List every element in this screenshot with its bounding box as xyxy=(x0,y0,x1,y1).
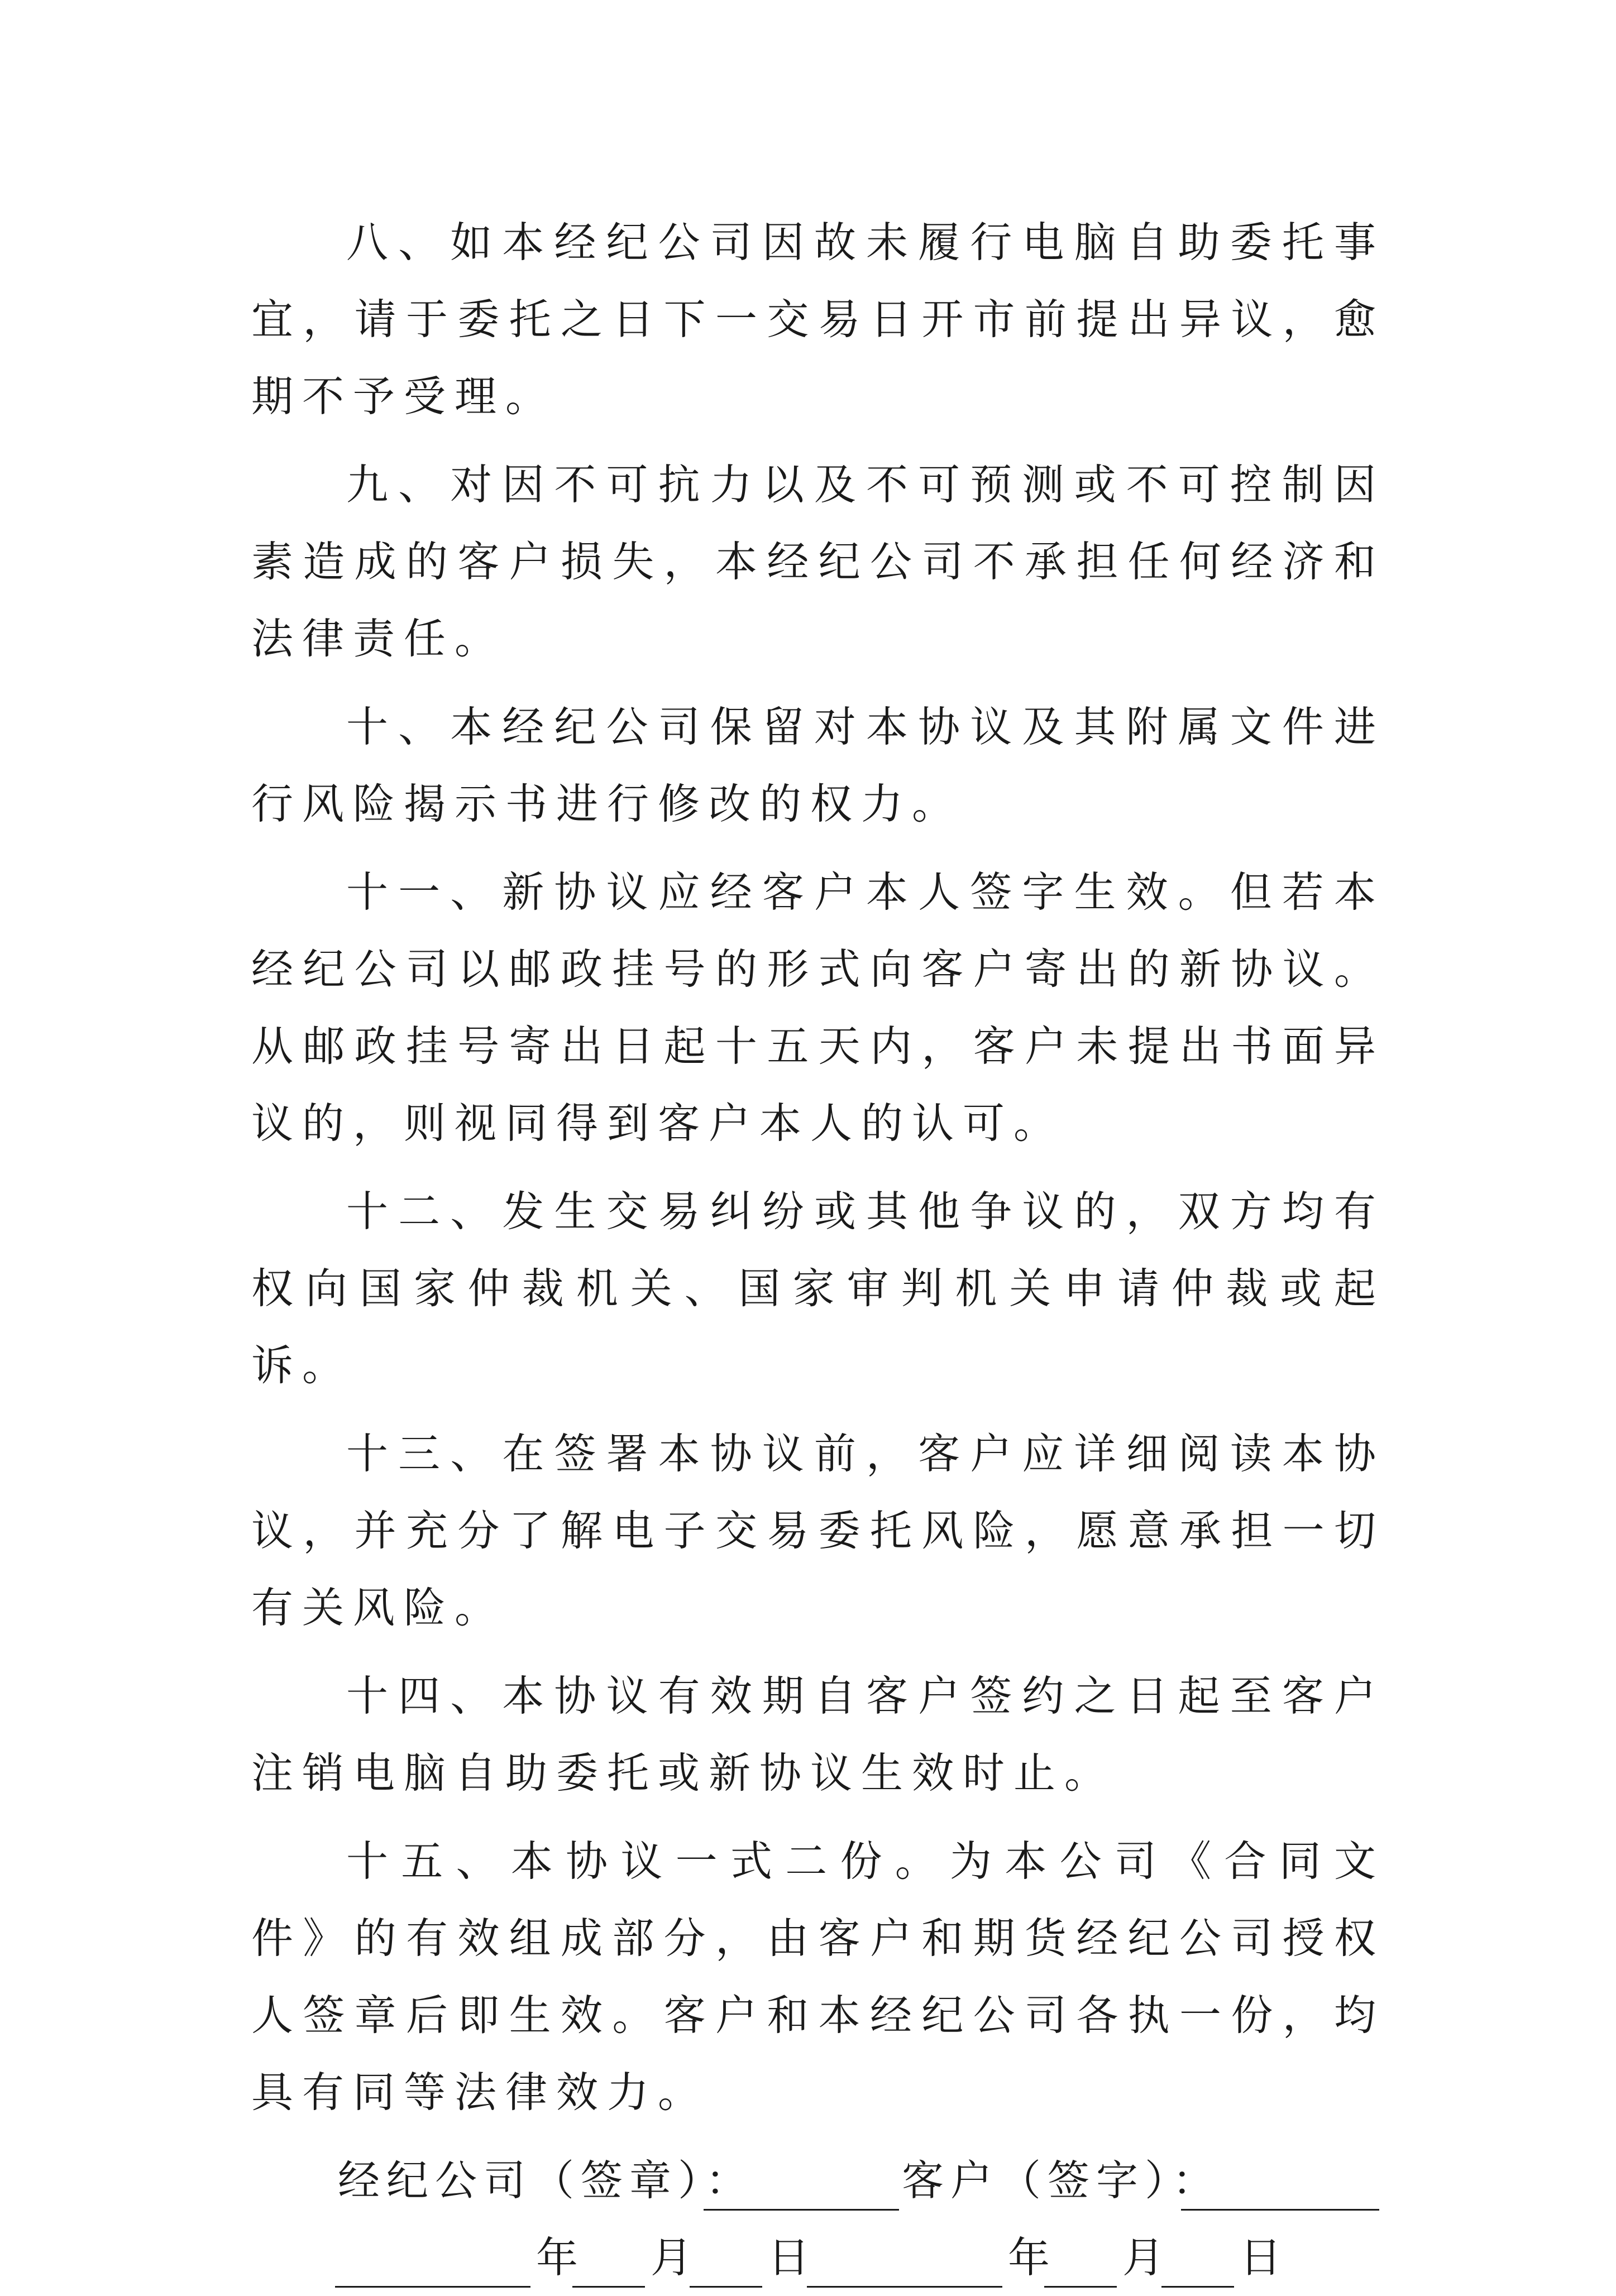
clause-12: 十二、发生交易纠纷或其他争议的，双方均有权向国家仲裁机关、国家审判机关申请仲裁或起诉。 xyxy=(251,1187,1385,1390)
clause-9: 九、对因不可抗力以及不可预测或不可控制因素造成的客户损失，本经纪公司不承担任何经济和法律责任。 xyxy=(251,460,1385,663)
clause-15: 十五、本协议一式二份。为本公司《合同文件》的有效组成部分，由客户和期货经纪公司授权人签章后即生效。客户和本经纪公司各执一份，均具有同等法律效力。 xyxy=(251,1837,1385,2117)
company-month-blank xyxy=(572,2219,645,2288)
customer-signature-label: 客户（签字）： xyxy=(902,2156,1221,2205)
clause-13: 十三、在签署本协议前，客户应详细阅读本协议，并充分了解电子交易委托风险，愿意承担一切有关风险。 xyxy=(251,1429,1385,1632)
date-row xyxy=(251,2219,1385,2296)
customer-month-label: 月 xyxy=(1122,2233,1172,2282)
clause-11: 十一、新协议应经客户本人签字生效。但若本经纪公司以邮政挂号的形式向客户寄出的新协议。从邮政挂号寄出日起十五天内，客户未提出书面异议的，则视同得到客户本人的认可。 xyxy=(251,867,1385,1148)
company-day-blank xyxy=(690,2219,762,2288)
clause-14: 十四、本协议有效期自客户签约之日起至客户注销电脑自助委托或新协议生效时止。 xyxy=(251,1671,1385,1798)
clause-10: 十、本经纪公司保留对本协议及其附属文件进行风险揭示书进行修改的权力。 xyxy=(251,702,1385,828)
company-month-label: 月 xyxy=(651,2233,700,2282)
company-year-label: 年 xyxy=(536,2233,585,2282)
company-year-blank xyxy=(335,2219,530,2288)
customer-day-label: 日 xyxy=(1240,2233,1289,2282)
customer-year-blank xyxy=(807,2219,1002,2288)
signature-row xyxy=(251,2142,1385,2219)
customer-year-label: 年 xyxy=(1008,2233,1057,2282)
company-signature-label: 经纪公司（签章）： xyxy=(338,2156,754,2205)
customer-day-blank xyxy=(1161,2219,1234,2288)
clause-8: 八、如本经纪公司因故未履行电脑自助委托事宜，请于委托之日下一交易日开市前提出异议，愈期不予受理。 xyxy=(251,218,1385,421)
company-day-label: 日 xyxy=(768,2233,817,2282)
document-page xyxy=(251,204,1385,2296)
customer-signature-blank xyxy=(1181,2142,1379,2211)
customer-month-blank xyxy=(1044,2219,1117,2288)
company-signature-blank xyxy=(704,2142,899,2211)
